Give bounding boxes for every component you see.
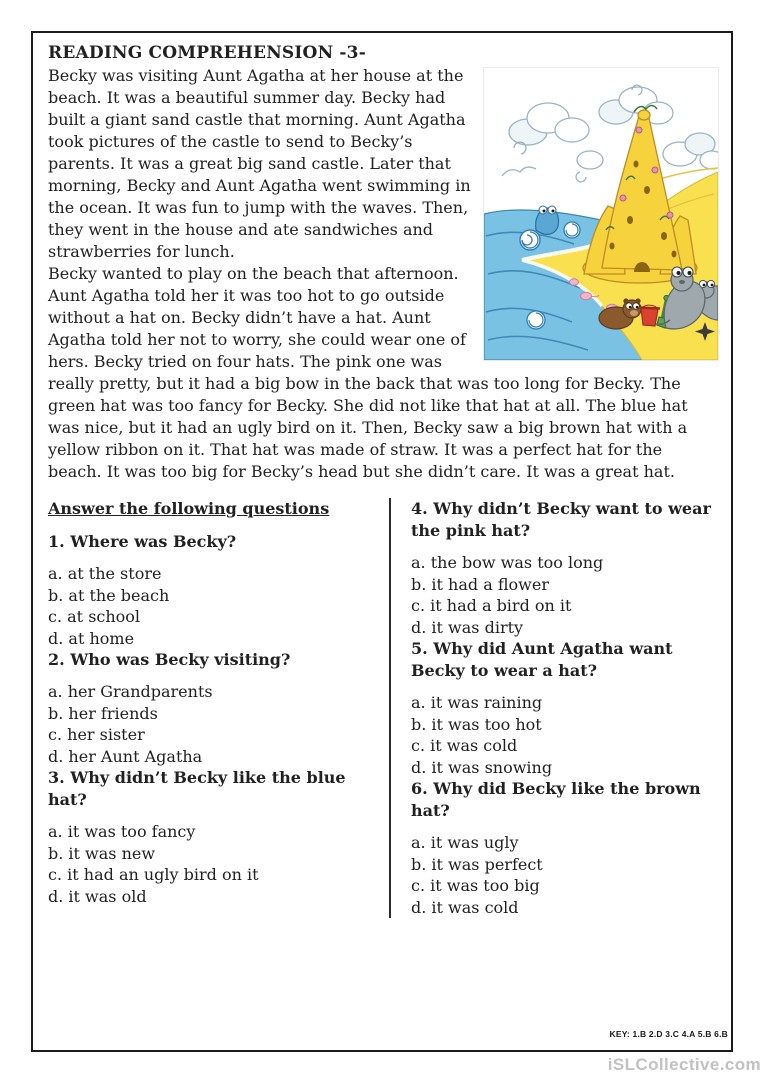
- answer-option: a. it was too fancy: [48, 822, 196, 841]
- answer-option: a. her Grandparents: [48, 682, 213, 701]
- question-6: [411, 778, 719, 918]
- answer-key: [609, 1029, 728, 1039]
- question-title: 2. Who was Becky visiting?: [48, 650, 291, 669]
- answer-option: c. it had a bird on it: [411, 596, 572, 615]
- question-title: 6. Why did Becky like the brown hat?: [411, 779, 701, 820]
- answer-option: b. it was perfect: [411, 854, 543, 874]
- answer-option: c. it had an ugly bird on it: [48, 865, 259, 884]
- answer-option: c. it was too big: [411, 876, 540, 895]
- question-2: [48, 649, 377, 767]
- answer-option: c. at school: [48, 607, 141, 626]
- answer-option: b. it was new: [48, 843, 156, 863]
- question-options: [48, 563, 377, 649]
- question-title: 1. Where was Becky?: [48, 532, 237, 551]
- questions-column-right: [389, 498, 719, 918]
- answer-option: b. it was too hot: [411, 714, 542, 734]
- page-title: READING COMPREHENSION -3-: [48, 43, 366, 63]
- answer-option: b. her friends: [48, 703, 158, 723]
- question-5: [411, 638, 719, 778]
- answer-option: d. her Aunt Agatha: [48, 746, 203, 766]
- question-4: [411, 498, 719, 638]
- worksheet-border-frame: [31, 31, 733, 1052]
- beach-illustration: [483, 67, 719, 361]
- answer-option: d. it was dirty: [411, 617, 524, 637]
- answer-option: c. her sister: [48, 725, 145, 744]
- question-title: 5. Why did Aunt Agatha want Becky to wear a hat?: [411, 639, 673, 680]
- answer-option: a. it was raining: [411, 693, 543, 712]
- answer-option: d. it was snowing: [411, 757, 553, 777]
- islcollective-watermark: iSLCollective.com: [607, 1055, 761, 1074]
- passage-paragraph-1: Becky was visiting Aunt Agatha at her house at the beach. It was a beautiful summer day. Becky had built a giant sand castle that morning. Aunt Agatha took pictures of the castle to send to Becky’s parents. It was a great big sand castle. Later that morning, Becky and Aunt Agatha went swimming in the ocean. It was fun to jump with the waves. Then, they went in the house and ate sandwiches and strawberries for lunch.: [48, 66, 471, 261]
- answer-option: d. it was cold: [411, 897, 519, 917]
- question-3: [48, 767, 377, 907]
- questions-heading: Answer the following questions: [48, 499, 330, 518]
- answer-option: c. it was cold: [411, 736, 518, 755]
- answer-option: b. at the beach: [48, 585, 170, 605]
- answer-key-label: KEY:: [609, 1029, 630, 1039]
- answer-option: a. the bow was too long: [411, 553, 604, 572]
- question-title: 4. Why didn’t Becky want to wear the pink hat?: [411, 499, 711, 540]
- sea-creature: [536, 206, 559, 234]
- question-options: [48, 681, 377, 767]
- question-options: [411, 832, 719, 918]
- questions-section: [48, 498, 719, 918]
- answer-option: a. it was ugly: [411, 833, 519, 852]
- question-options: [411, 692, 719, 778]
- answer-option: a. at the store: [48, 564, 162, 583]
- question-title: 3. Why didn’t Becky like the blue hat?: [48, 768, 346, 809]
- questions-column-left: [48, 498, 389, 918]
- answer-option: b. it had a flower: [411, 574, 549, 594]
- question-options: [411, 552, 719, 638]
- answer-option: d. at home: [48, 628, 135, 648]
- passage-paragraph-2: Becky wanted to play on the beach that afternoon. Aunt Agatha told her it was too hot to go outside without a hat on. Becky didn’t have a hat. Aunt Agatha told her not to worry, she could wear one of hers. Becky tried on four hats. The pink one was really pretty, but it had a big bow in the back that was too long for Becky. The green hat was too fancy for Becky. She did not like that hat at all. The blue hat was nice, but it had an ugly bird on it. Then, Becky saw a big brown hat with a yellow ribbon on it. That hat was made of straw. It was a perfect hat for the beach. It was too big for Becky’s head but she didn’t care. It was a great hat.: [48, 264, 688, 481]
- answer-key-values: 1.B 2.D 3.C 4.A 5.B 6.B: [632, 1029, 728, 1039]
- question-1: [48, 531, 377, 649]
- question-options: [48, 821, 377, 907]
- answer-option: d. it was old: [48, 886, 147, 906]
- reading-passage: [48, 65, 719, 483]
